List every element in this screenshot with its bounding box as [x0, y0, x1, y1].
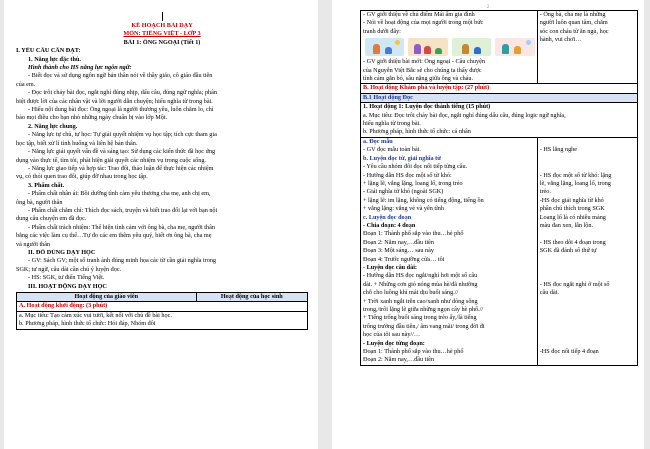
illustration-strip — [363, 36, 535, 58]
page-number: 2 — [486, 5, 490, 10]
text-line: lẽ, vắng lặng, loang lổ, trong — [539, 179, 611, 187]
text-line: ông bà, người thân — [16, 198, 63, 206]
text-line: Đoạn 2: Năm nay,…đầu tiên — [363, 238, 434, 246]
text-line: - Luyện đọc từng đoạn: — [363, 339, 425, 347]
text-line: - Hướng dẫn HS đọc một số từ khó: — [363, 171, 452, 179]
text-line: tình cảm gắn bó, sâu nặng giữa ông và cháu. — [363, 75, 474, 83]
text-line: - Chia đoạn: 4 đoạn — [363, 221, 416, 229]
text-line: hiểu nghĩa từ trong bài. — [363, 120, 421, 128]
text-line: màu đan xen, lẫn lộn. — [539, 221, 594, 229]
text-line — [540, 331, 635, 339]
text-line: - Phẩm chất nhân ái: Bồi dưỡng tình cảm yêu thương cha mẹ, anh chị em, — [28, 190, 211, 198]
text-line — [540, 230, 635, 238]
text-line: + lặng lẽ, vắng lặng, loang lổ, trong trẻo — [363, 179, 463, 187]
lesson-title: BÀI 1: ÔNG NGOẠI (Tiết 1) — [123, 38, 201, 46]
text-line: chỗ cho luồng khí mát dịu buổi sáng.// — [363, 289, 459, 297]
text-line: a. Mục tiêu: Đọc trôi chảy bài đọc, ngắt nghỉ đúng dấu câu, đúng logic ngữ nghĩa, — [363, 111, 566, 119]
text-line: trong,/trôi lặng lẽ giữa những ngọn cây hè phố.// — [363, 306, 484, 313]
text-line: Đoạn 3: Một sáng… sau này — [363, 247, 434, 255]
text-line: - Năng lực giao tiếp và hợp tác: Trao đổi, thảo luận để thực hiện các nhiệm — [28, 164, 214, 172]
text-line: trống trường đầu tiên,/ âm vang mãi/ trong đời đi — [363, 322, 485, 330]
text-line: c. Luyện đọc đoạn — [363, 213, 412, 221]
header-teacher: Hoạt động của giáo viên — [17, 293, 197, 302]
reading-student-cell — [537, 137, 637, 365]
text-line: + Tiếng trống buổi sáng trong trẻo ấy,/là tiếng — [363, 314, 477, 322]
text-line: sóc con cháu từ ăn ngủ, học — [539, 27, 609, 35]
text-line: biệt được lời của các nhân vật và lời người dẫn chuyện; hiểu nghĩa từ trong bài. — [16, 97, 213, 105]
text-cursor — [162, 12, 163, 21]
text-line: + Trời xanh ngắt trên cao/xanh như dòng sông — [363, 297, 478, 305]
document-page-1 — [4, 0, 318, 449]
text-line: Hình thành cho HS năng lực ngôn ngữ: — [28, 64, 132, 72]
text-line — [540, 138, 635, 146]
text-line — [540, 306, 635, 314]
text-line: dụng vào thực tế, tìm tòi, phát hiện giải quyết các nhiệm vụ trong cuộc sống. — [16, 156, 206, 164]
text-line: - Ông bà, cha mẹ là những — [539, 11, 606, 18]
text-line: Đoạn 4: Trước ngưỡng cửa… tôi — [363, 255, 445, 263]
text-line: b. Phương pháp, hình thức tổ chức: cá nhân — [363, 128, 471, 136]
text-line: Đoạn 1: Thành phố sắp vào thu…hè phố — [363, 348, 464, 356]
intro-student-cell — [537, 11, 637, 84]
text-line: b. Luyện đọc từ, giải nghĩa từ — [363, 154, 441, 162]
text-line: 3. Phẩm chất. — [28, 181, 65, 189]
text-line: 1. Hoạt động 1: Luyện đọc thành tiếng (15 phút) — [363, 103, 491, 111]
text-line: - GV giới thiệu bài mới: Ông ngoại - Câu chuyện — [363, 58, 485, 66]
plan-title: KẾ HOẠCH BÀI DẠY — [131, 22, 193, 29]
header-student: Hoạt động của học sinh — [196, 293, 307, 302]
subject-line: MÔN: TIẾNG VIỆT - LỚP 3 — [123, 30, 201, 38]
text-line: - Yêu cầu nhóm đôi đọc nối tiếp từng câu. — [363, 163, 468, 171]
text-line: III. HOẠT ĐỘNG DẠY HỌC — [28, 282, 107, 290]
text-line: trẻo. — [539, 188, 551, 196]
text-line — [540, 356, 635, 364]
text-line: + lặng lẽ: im lặng, không có tiếng động, tiếng ồn — [363, 196, 484, 204]
text-line: Đoạn 2: Năm nay,…đầu tiên — [363, 356, 434, 364]
text-line — [540, 298, 635, 306]
text-line: 1. Năng lực đặc thù. — [28, 55, 81, 63]
text-line — [540, 323, 635, 331]
text-line: -HS đọc giải nghĩa từ khó — [539, 196, 604, 204]
text-line: người luôn quan tâm, chăm — [539, 19, 608, 27]
text-line: câu dài. — [539, 289, 559, 297]
table-row: a. Mục tiêu: Tạo cảm xúc vui tươi, kết nối với chủ đề bài học. — [19, 311, 172, 319]
section-a-rows — [17, 311, 308, 329]
text-line: của Nguyễn Việt Bắc sẽ cho chúng ta thấy được — [363, 66, 482, 74]
section-b1: B.1 Hoạt động Đọc — [361, 93, 638, 102]
text-line: - HS theo dõi 4 đoạn trong — [539, 238, 606, 246]
text-line: học của tôi sau này//… — [363, 331, 421, 339]
activity-table — [16, 292, 308, 330]
text-line: I. YÊU CẦU CẦN ĐẠT: — [16, 47, 81, 55]
text-line: - Giải nghĩa từ khó (ngoài SGK) — [363, 188, 444, 196]
family-illustration-image — [365, 38, 404, 56]
table-row: b. Phương pháp, hình thức tổ chức: Hỏi đáp, Nhóm đôi — [19, 320, 156, 328]
reading-teacher-cell — [361, 137, 538, 365]
text-line: 2. Năng lực chung. — [28, 122, 78, 130]
text-line: và người thân — [16, 240, 51, 248]
text-line: - Hướng dẫn HS đọc ngắt/nghỉ hơi một số câu — [363, 272, 478, 280]
text-line: + vắng lặng: vắng vẻ và yên tĩnh — [363, 205, 444, 213]
text-line: - GV giới thiệu về chủ điểm Mái ấm gia đình — [363, 11, 475, 18]
text-line: - Năng lực tự chủ, tự học: Tự giải quyết nhiệm vụ học tập; tích cực tham gia — [28, 131, 217, 139]
text-line — [540, 340, 635, 348]
text-line: - Biết đọc và sử dụng ngôn ngữ bản thân nói về thầy giáo, cô giáo đầu tiên — [28, 72, 213, 80]
activity-1-description — [361, 103, 638, 138]
text-line: SGK; tư ngữ, câu dài cần chú ý luyện đọc. — [16, 265, 122, 273]
text-line: a. Đọc mẫu — [363, 137, 393, 145]
text-line: II. ĐỒ DÙNG DẠY HỌC — [28, 248, 96, 256]
text-line: vụ, có thói quen trao đổi, giúp đỡ nhau trong học tập. — [16, 173, 148, 181]
text-line: - Năng lực giải quyết vấn đề và sáng tạo: Sử dụng các kiến thức đã học ứng — [28, 148, 216, 156]
document-page-2 — [332, 0, 644, 449]
text-line: - HS đọc một số từ khó: lặng — [539, 171, 612, 179]
text-line: - Nói về hoạt động của mọi người trong một bức — [363, 19, 484, 27]
text-line: bằng các việc làm cụ thể…Tự đo các em thêm yêu quý, biết ơn ông bà, cha mẹ — [16, 232, 212, 240]
text-line: - HS: SGK, tư điển Tiếng Việt. — [28, 274, 105, 282]
text-line: SGK đã đánh số thứ tự — [539, 247, 597, 255]
text-line: - Luyện đọc câu dài: — [363, 263, 417, 271]
page1-body — [16, 47, 308, 291]
family-illustration-image — [495, 38, 534, 56]
text-line: phần chú thích trong SGK — [539, 205, 605, 213]
text-line: - HS đọc ngắt nghỉ ở một số — [539, 280, 610, 288]
text-line: Loang lổ là có nhiều mảng — [539, 213, 606, 221]
text-line: dung câu chuyện em đã đọc. — [16, 215, 87, 223]
family-illustration-image — [408, 38, 447, 56]
text-line: - Phẩm chất trách nhiệm: Thể hiện tình cảm với ông bà, cha mẹ, người thân — [28, 223, 215, 231]
text-line: của em. — [16, 80, 36, 88]
text-line: dài. + Những cơn gió nóng mùa hè/đã nhường — [363, 280, 478, 288]
activity-table-continued — [360, 10, 638, 366]
text-line: - GV: Sách GV; một số tranh ảnh đúng minh họa các từ cần giải nghĩa trong — [28, 257, 217, 265]
text-line: - Hiểu nội dung bài đọc: Ông ngoại là người thương yêu, luôn chăm lo, chỉ — [28, 106, 214, 114]
section-b: B. Hoạt động Khám phá và luyện tập: (27 phút) — [361, 84, 638, 93]
text-line: - HS lắng nghe — [539, 146, 578, 154]
intro-teacher-cell — [361, 11, 538, 84]
text-line: học tập, biết xử lí tình huống và liên hệ bản thân. — [16, 139, 138, 147]
text-line: Đoạn 1: Thành phố sắp vào thu…hè phố — [363, 230, 464, 238]
text-line — [540, 272, 635, 280]
text-line — [540, 256, 635, 264]
section-a: A. Hoạt động khởi động: (3 phút) — [17, 302, 308, 311]
text-line — [540, 264, 635, 272]
text-line: - Đọc trôi chảy bài đọc, ngắt nghỉ đúng nhịp, dấu câu, đúng ngữ nghĩa; phân — [28, 89, 217, 97]
text-line — [540, 163, 635, 171]
text-line: - Phẩm chất chăm chỉ: Thích đọc sách, truyện và biết trao đổi lại với bạn nội — [28, 206, 218, 214]
text-line — [540, 155, 635, 163]
family-illustration-image — [452, 38, 491, 56]
text-line: -HS đọc nối tiếp 4 đoạn — [539, 348, 599, 356]
text-line: tranh dưới đây: — [363, 27, 401, 35]
text-line: bảo mọi điều cho bạn nhỏ những ngày chuẩn bị vào lớp Một. — [16, 114, 168, 122]
text-line: hành, vui chơi… — [539, 36, 582, 44]
text-line: - GV đọc mẫu toàn bài. — [363, 146, 421, 154]
text-line — [540, 314, 635, 322]
